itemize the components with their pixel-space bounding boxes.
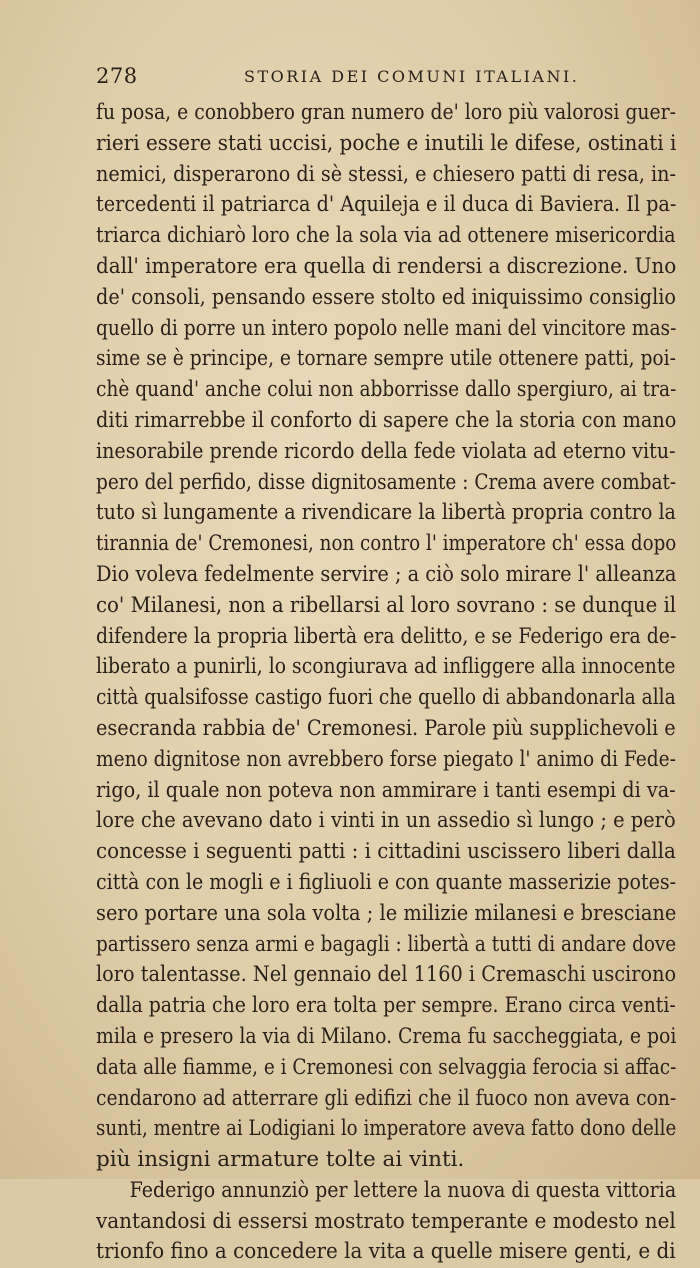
text-line: sero portare una sola volta ; le milizie milanesi e bresciane: [96, 900, 677, 926]
text-line: mila e presero la via di Milano. Crema fu saccheggiata, e poi: [96, 1023, 677, 1049]
text-line: vantandosi di essersi mostrato temperante e modesto nel: [96, 1208, 676, 1234]
page-header: [96, 64, 648, 94]
text-line: Dio voleva fedelmente servire ; a ciò solo mirare l' alleanza: [96, 561, 677, 587]
text-line: sunti, mentre ai Lodigiani lo imperatore aveva fatto dono delle: [96, 1116, 677, 1142]
text-line: meno dignitose non avrebbero forse piegato l' animo di Fede-: [96, 746, 676, 772]
text-line: triarca dichiarò loro che la sola via ad ottenere misericordia: [96, 223, 676, 249]
text-line: lore che avevano dato i vinti in un assedio sì lungo ; e però: [96, 808, 676, 834]
paragraph-start-line: Federigo annunziò per lettere la nuova di questa vittoria: [129, 1177, 677, 1203]
text-line: dalla patria che loro era tolta per sempre. Erano circa venti-: [96, 993, 676, 1019]
body-text: [96, 98, 676, 1268]
text-line: cendarono ad atterrare gli edifizi che il fuoco non aveva con-: [96, 1085, 677, 1111]
text-line: co' Milanesi, non a ribellarsi al loro sovrano : se dunque il: [96, 592, 677, 618]
text-line: rieri essere stati uccisi, poche e inutili le difese, ostinati i: [96, 130, 677, 156]
page-number: 278: [96, 64, 138, 88]
text-line: trionfo fino a concedere la vita a quelle misere genti, e di: [96, 1239, 676, 1265]
text-line: quello di porre un intero popolo nelle mani del vincitore mas-: [96, 315, 677, 341]
text-line: città qualsifosse castigo fuori che quello di abbandonarla alla: [96, 685, 676, 711]
text-line: chè quand' anche colui non abborrisse dallo spergiuro, ai tra-: [96, 377, 677, 403]
text-line: dall' imperatore era quella di rendersi a discrezione. Uno: [96, 253, 677, 279]
text-line: difendere la propria libertà era delitto, e se Federigo era de-: [96, 623, 677, 649]
text-line: data alle fiamme, e i Cremonesi con selvaggia ferocia si affac-: [96, 1054, 677, 1080]
text-line: tuto sì lungamente a rivendicare la libertà propria contro la: [96, 500, 676, 526]
text-line: concesse i seguenti patti : i cittadini uscissero liberi dalla: [96, 839, 676, 865]
text-line: liberato a punirli, lo scongiurava ad infliggere alla innocente: [96, 654, 676, 680]
text-line: sime se è principe, e tornare sempre utile ottenere patti, poi-: [96, 346, 676, 372]
text-line: rigo, il quale non poteva non ammirare i tanti esempi di va-: [96, 777, 676, 803]
text-line: loro talentasse. Nel gennaio del 1160 i Cremaschi uscirono: [96, 962, 677, 988]
text-line: nemici, disperarono di sè stessi, e chiesero patti di resa, in-: [96, 161, 677, 187]
running-title: STORIA DEI COMUNI ITALIANI.: [244, 67, 580, 86]
text-line: inesorabile prende ricordo della fede violata ad eterno vitu-: [96, 438, 676, 464]
text-line: città con le mogli e i figliuoli e con quante masserizie potes-: [96, 869, 677, 895]
text-line: diti rimarrebbe il conforto di sapere che la storia con mano: [96, 407, 677, 433]
text-line: pero del perfido, disse dignitosamente : Crema avere combat-: [96, 469, 677, 495]
text-line: tercedenti il patriarca d' Aquileja e il duca di Baviera. Il pa-: [96, 192, 677, 218]
text-line: esecranda rabbia de' Cremonesi. Parole più supplichevoli e: [96, 715, 676, 741]
text-line: partissero senza armi e bagagli : libertà a tutti di andare dove: [96, 931, 677, 957]
text-line: de' consoli, pensando essere stolto ed iniquissimo consiglio: [96, 284, 677, 310]
text-line: tirannia de' Cremonesi, non contro l' imperatore ch' essa dopo: [96, 531, 677, 557]
text-line: fu posa, e conobbero gran numero de' loro più valorosi guer-: [96, 100, 676, 125]
paragraph-end-line: più insigni armature tolte ai vinti.: [96, 1147, 465, 1173]
